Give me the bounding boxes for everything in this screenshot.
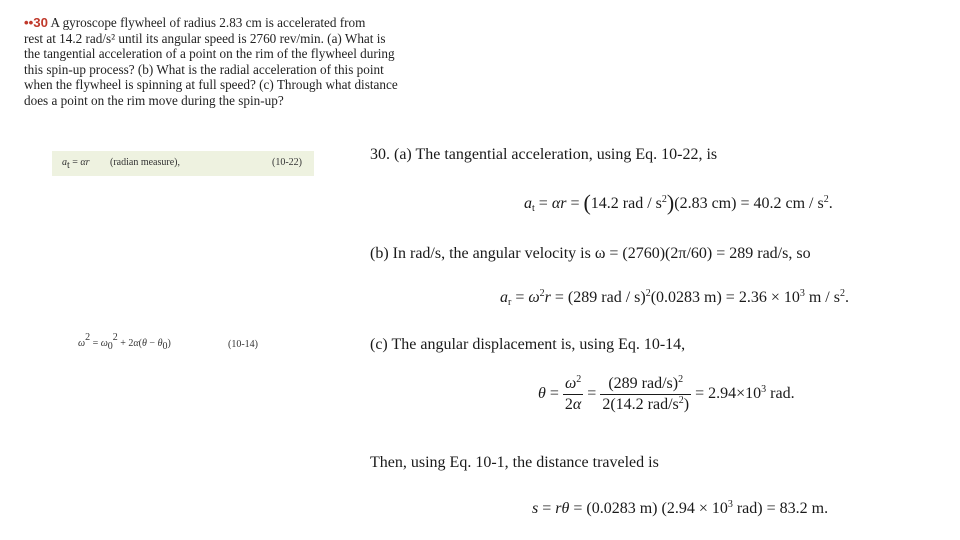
reference-equation-10-14: $\omega^2 = \omega_0^2 + 2\alpha(\theta - \theta_0)$ — [78, 332, 171, 352]
part-a-intro: 30. (a) The tangential acceleration, using Eq. 10-22, is — [370, 146, 718, 163]
fraction-numeric: $\frac{(289 rad/s)^2}{2(14.2 rad/s^2)}$ — [602, 374, 690, 413]
part-b-equation: $a_r = \omega^2r = (289$ rad / s)$^2$(0.0283 $m) = 2.36 \times 10^3$ m / $s^2$. — [500, 288, 849, 308]
part-c-equation: θ = $\frac{\omega^2}{2\alpha}$ = $\frac{(289 rad/s)^2}{2(14.2 rad/s^2)}$ = $2.94\times 10^3$ rad. — [538, 374, 795, 413]
problem-line-1: ••30 A gyroscope flywheel of radius 2.83 cm is accelerated from — [24, 15, 366, 30]
reference-equation-10-22 — [52, 151, 314, 176]
final-equation: s = rθ = (0.0283 m) ($2.94 \times 10^3$ rad) = 83.2 m. — [532, 499, 829, 517]
problem-line-5: when the flywheel is spinning at full speed? (c) Through what distance — [24, 77, 398, 93]
fraction-omega-over-alpha: $\frac{\omega^2}{2\alpha}$ — [564, 374, 582, 413]
problem-line-6: does a point on the rim move during the spin-up? — [24, 92, 284, 108]
ref-equation-number-10-14: (10-14) — [228, 339, 258, 350]
then-text: Then, using Eq. 10-1, the distance traveled is — [370, 454, 659, 471]
ref-equation-label: (radian measure), — [110, 157, 180, 168]
part-b-intro: (b) In rad/s, the angular velocity is ω = (2760)(2π/60) = 289 rad/s, so — [370, 245, 811, 262]
ref-equation-number: (10-22) — [272, 157, 302, 168]
problem-line-2: rest at 14.2 rad/s² until its angular speed is 2760 rev/min. (a) What is — [24, 30, 386, 46]
part-c-intro: (c) The angular displacement is, using Eq. 10-14, — [370, 336, 686, 353]
problem-statement — [24, 15, 434, 109]
problem-line-3: the tangential acceleration of a point on the rim of the flywheel during — [24, 46, 395, 62]
problem-line-4: this spin-up process? (b) What is the radial acceleration of this point — [24, 61, 384, 77]
ref-equation-formula: $a_t = \alpha r$ — [62, 157, 90, 171]
part-a-equation: $a_t = \alpha r = (14.2$ rad / $s^2)(2.83$ cm) = 40.2 cm / $s^2$. — [524, 190, 833, 215]
problem-number: ••30 — [24, 15, 48, 30]
